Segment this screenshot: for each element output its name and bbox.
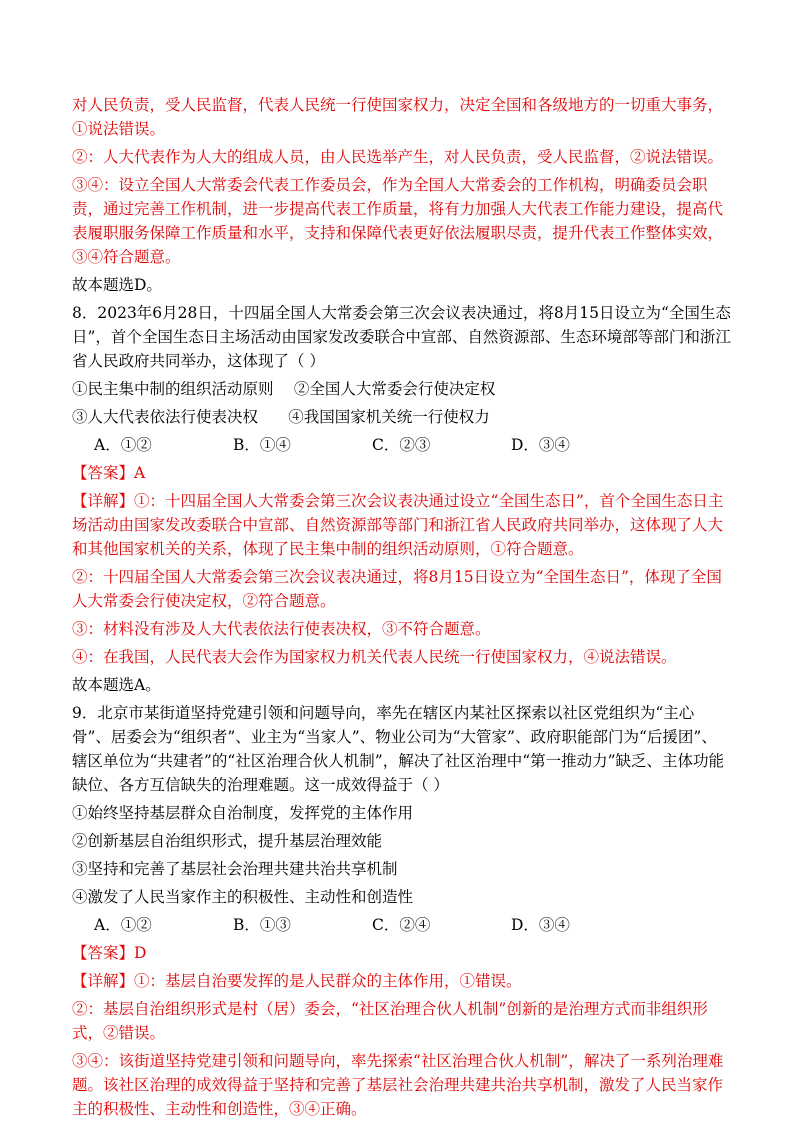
q9-item-2: ②创新基层自治组织形式，提升基层治理效能 bbox=[72, 832, 383, 850]
q9-item-4: ④激发了人民当家作主的积极性、主动性和创造性 bbox=[72, 888, 414, 906]
q8-conclusion: 故本题选A。 bbox=[72, 676, 161, 694]
q8-items-row-2: ③人大代表依法行使表决权 ④我国国家机关统一行使权力 bbox=[72, 408, 490, 426]
q8-stem: 8．2023年6月28日，十四届全国人大常委会第三次会议表决通过，将8月15日设立为“全国生态日”，首个全国生态日主场活动由国家发改委联合中宣部、自然资源部、生态环境部等部门和浙江省人民政府共同举办，这体现了（ ） bbox=[72, 304, 731, 370]
q8-option-d: D．③④ bbox=[511, 436, 570, 454]
q8-detail-1-text: ①：十四届全国人大常委会第三次会议表决通过设立“全国生态日”，首个全国生态日主场活动由国家发改委联合中宣部、自然资源部等部门和浙江省人民政府共同举办，这体现了人大和其他国家机关的关系，体现了民主集中制的组织活动原则，①符合题意。 bbox=[72, 492, 724, 558]
q9-stem: 9．北京市某街道坚持党建引领和问题导向，率先在辖区内某社区探索以社区党组织为“主心骨”、居委会为“组织者”、业主为“当家人”、物业公司为“大管家”、政府职能部门为“后援团”、辖区单位为“共建者”的“社区治理合伙人机制”，解决了社区治理中“第一推动力”缺乏、主体功能缺位、各方互信缺失的治理难题。这一成效得益于（ ） bbox=[72, 704, 725, 794]
q8-detail-1 bbox=[72, 489, 732, 561]
q9-detail-1-text: ①：基层自治要发挥的是人民群众的主体作用，①错误。 bbox=[134, 972, 522, 990]
q8-detail-tag: 【详解】 bbox=[72, 492, 135, 510]
document-content bbox=[72, 93, 732, 1125]
prev-explanation-3: ③④：设立全国人大常委会代表工作委员会，作为全国人大常委会的工作机构，明确委员会职责，通过完善工作机制，进一步提高代表工作质量，将有力加强人大代表工作能力建设，提高代表履职服务保障工作质量和水平，支持和保障代表更好依法履职尽责，提升代表工作整体实效，③④符合题意。 bbox=[72, 176, 724, 266]
q9-answer-value: D bbox=[134, 944, 147, 962]
prev-conclusion: 故本题选D。 bbox=[72, 276, 162, 294]
q8-option-c: C．②③ bbox=[372, 436, 431, 454]
q9-answer bbox=[72, 941, 732, 965]
q8-answer-tag: 【答案】 bbox=[72, 464, 135, 482]
q8-answer bbox=[72, 461, 732, 485]
q8-option-b: B．①④ bbox=[233, 436, 291, 454]
q9-option-d: D．③④ bbox=[511, 916, 570, 934]
q8-items-row-1: ①民主集中制的组织活动原则 ②全国人大常委会行使决定权 bbox=[72, 380, 496, 398]
q8-detail-2: ②：十四届全国人大常委会第三次会议表决通过，将8月15日设立为“全国生态日”，体现了全国人大常委会行使决定权，②符合题意。 bbox=[72, 568, 722, 610]
q9-detail-3: ③④：该街道坚持党建引领和问题导向，率先探索“社区治理合伙人机制”，解决了一系列治理难题。该社区治理的成效得益于坚持和完善了基层社会治理共建共治共享机制，激发了人民当家作主的积极性、主动性和创造性，③④正确。 bbox=[72, 1052, 724, 1118]
q8-option-a: A．①② bbox=[94, 436, 152, 454]
q9-option-a: A．①② bbox=[94, 916, 152, 934]
q9-item-1: ①始终坚持基层群众自治制度，发挥党的主体作用 bbox=[72, 804, 414, 822]
prev-explanation-2: ②：人大代表作为人大的组成人员，由人民选举产生，对人民负责，受人民监督，②说法错误。 bbox=[72, 148, 724, 166]
q9-answer-tag: 【答案】 bbox=[72, 944, 135, 962]
q9-option-b: B．①③ bbox=[233, 916, 291, 934]
q8-detail-3: ③：材料没有涉及人大代表依法行使表决权，③不符合题意。 bbox=[72, 620, 491, 638]
q9-detail-1 bbox=[72, 969, 732, 993]
q8-answer-value: A bbox=[134, 464, 146, 482]
q9-options bbox=[72, 913, 732, 937]
prev-explanation-1: 对人民负责，受人民监督，代表人民统一行使国家权力，决定全国和各级地方的一切重大事务，①说法错误。 bbox=[72, 96, 724, 138]
q9-option-c: C．②④ bbox=[372, 916, 431, 934]
q8-options bbox=[72, 433, 732, 457]
q9-detail-tag: 【详解】 bbox=[72, 972, 135, 990]
q9-detail-2: ②：基层自治组织形式是村（居）委会，“社区治理合伙人机制”创新的是治理方式而非组织形式，②错误。 bbox=[72, 1000, 708, 1042]
q9-item-3: ③坚持和完善了基层社会治理共建共治共享机制 bbox=[72, 860, 398, 878]
q8-detail-4: ④：在我国，人民代表大会作为国家权力机关代表人民统一行使国家权力，④说法错误。 bbox=[72, 648, 677, 666]
